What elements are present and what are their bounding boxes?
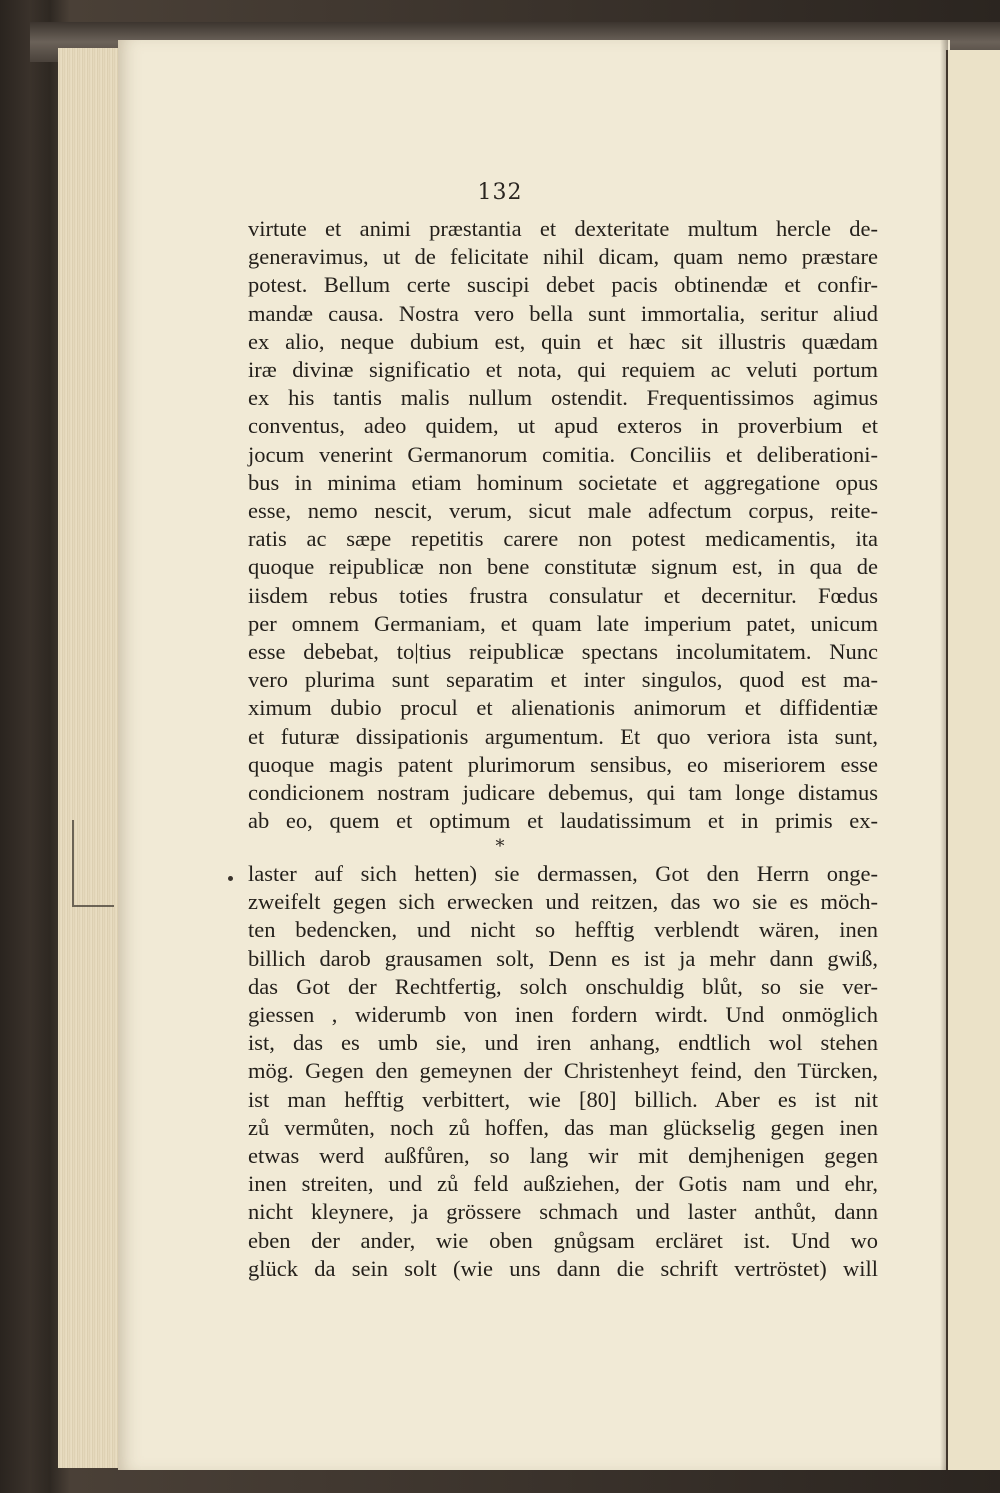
footnote-separator: * <box>495 836 505 857</box>
latin-text-block <box>248 215 878 835</box>
text-line: ex alio, neque dubium est, quin et hæc sit illustris quædam <box>248 328 878 354</box>
text-line: etwas werd außfůren, so lang wir mit demjhenigen gegen <box>248 1143 878 1169</box>
text-line: glück da sein solt (wie uns dann die schrift vertröstet) will <box>248 1255 878 1281</box>
text-line: esse, nemo nescit, verum, sicut male adfectum corpus, reite- <box>248 498 878 524</box>
text-line: virtute et animi præstantia et dexteritate multum hercle de- <box>248 216 878 241</box>
text-line: generavimus, ut de felicitate nihil dicam, quam nemo præstare <box>248 244 878 270</box>
facing-page-edge <box>946 50 1000 1470</box>
text-line: per omnem Germaniam, et quam late imperium patet, unicum <box>248 610 878 636</box>
text-line: conventus, adeo quidem, ut apud exteros in proverbium et <box>248 413 878 439</box>
text-line: ex his tantis malis nullum ostendit. Frequentissimos agimus <box>248 385 878 411</box>
page-number: 132 <box>477 180 523 205</box>
text-line: ab eo, quem et optimum et laudatissimum et in primis ex- <box>248 808 878 834</box>
text-line: laster auf sich hetten) sie dermassen, Got den Herrn onge- <box>248 861 878 886</box>
text-line: vero plurima sunt separatim et inter singulos, quod est ma- <box>248 667 878 693</box>
text-line: inen streiten, und zů feld außziehen, der Gotis nam und ehr, <box>248 1171 878 1197</box>
text-line: mandæ causa. Nostra vero bella sunt immortalia, seritur aliud <box>248 300 878 326</box>
text-line: giessen , widerumb von inen fordern wirdt. Und onmöglich <box>248 1002 878 1028</box>
text-line: nicht kleynere, ja grössere schmach und laster anthůt, dann <box>248 1199 878 1225</box>
text-line: condicionem nostram judicare debemus, qui tam longe distamus <box>248 780 878 806</box>
text-line: quoque magis patent plurimorum sensibus, eo miseriorem esse <box>248 751 878 777</box>
text-line: ximum dubio procul et alienationis animorum et diffidentiæ <box>248 695 878 721</box>
text-line: zweifelt gegen sich erwecken und reitzen, das wo sie es möch- <box>248 889 878 915</box>
text-line: iræ divinæ significatio et nota, qui requiem ac veluti portum <box>248 357 878 383</box>
text-line: ist man hefftig verbittert, wie [80] billich. Aber es ist nit <box>248 1086 878 1112</box>
text-line: eben der ander, wie oben gnůgsam ercläret ist. Und wo <box>248 1227 878 1253</box>
text-line: ten bedencken, und nicht so hefftig verblendt wären, inen <box>248 917 878 943</box>
spine-shadow <box>940 40 948 1470</box>
text-line: quoque reipublicæ non bene constitutæ signum est, in qua de <box>248 554 878 580</box>
text-line: jocum venerint Germanorum comitia. Conciliis et deliberationi- <box>248 441 878 467</box>
german-text-block <box>248 860 878 1283</box>
text-line: ratis ac sæpe repetitis carere non potest medicamentis, ita <box>248 526 878 552</box>
text-line: et futuræ dissipationis argumentum. Et quo veriora ista sunt, <box>248 723 878 749</box>
text-line: bus in minima etiam hominum societate et aggregatione opus <box>248 469 878 495</box>
text-line: billich darob grausamen solt, Denn es ist ja mehr dann gwiß, <box>248 945 878 971</box>
text-line: ist, das es umb sie, und iren anhang, endtlich wol stehen <box>248 1030 878 1056</box>
margin-mark <box>72 820 114 907</box>
text-line: das Got der Rechtfertig, solch onschuldig blůt, so sie ver- <box>248 973 878 999</box>
text-line: zů vermůten, noch zů hoffen, das man glückselig gegen inen <box>248 1114 878 1140</box>
text-line: esse debebat, to|tius reipublicæ spectans incolumitatem. Nunc <box>248 639 878 665</box>
text-line: mög. Gegen den gemeynen der Christenheyt feind, den Türcken, <box>248 1058 878 1084</box>
margin-dot <box>228 876 233 881</box>
text-line: iisdem rebus toties frustra consulatur et decernitur. Fœdus <box>248 582 878 608</box>
text-line: potest. Bellum certe suscipi debet pacis obtinendæ et confir- <box>248 272 878 298</box>
